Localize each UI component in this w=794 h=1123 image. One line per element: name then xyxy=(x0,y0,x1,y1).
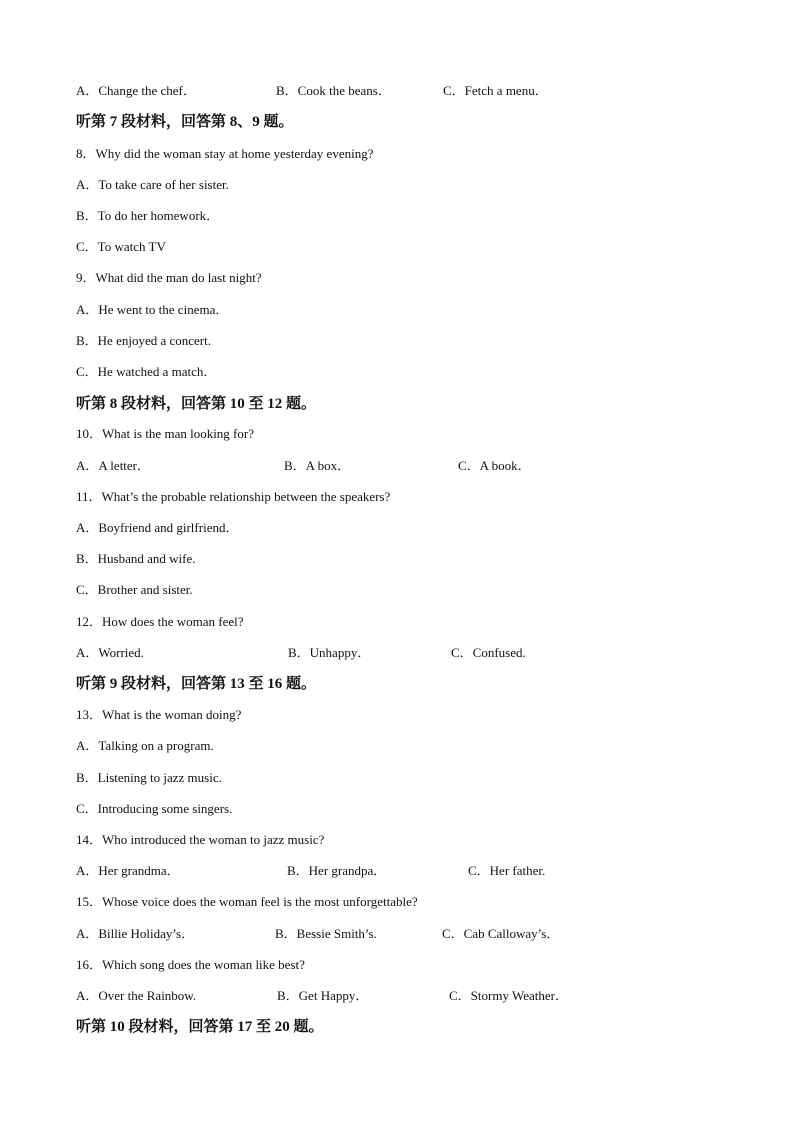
question-line: C．Introducing some singers. xyxy=(76,801,233,816)
question-line: C．Brother and sister. xyxy=(76,582,193,597)
answer-option: C．Her father. xyxy=(468,863,546,878)
question-line: 14．Who introduced the woman to jazz music? xyxy=(76,832,325,847)
question-line: A．Talking on a program. xyxy=(76,738,214,753)
question-line: B．Husband and wife. xyxy=(76,551,196,566)
answer-option: A．Worried. xyxy=(76,645,144,660)
answer-option: C．A book． xyxy=(458,458,531,473)
section-heading: 听第 9 段材料，回答第 13 至 16 题。 xyxy=(76,676,317,692)
answer-option: B．Unhappy． xyxy=(288,645,371,660)
answer-option: C．Fetch a menu． xyxy=(443,83,548,98)
answer-option: A．Her grandma． xyxy=(76,863,180,878)
answer-option: B．Cook the beans． xyxy=(276,83,391,98)
question-line: B．Listening to jazz music. xyxy=(76,770,222,785)
question-line: A．He went to the cinema． xyxy=(76,302,229,317)
question-line: A．To take care of her sister. xyxy=(76,177,229,192)
question-line: 13．What is the woman doing? xyxy=(76,707,242,722)
question-line: A．Boyfriend and girlfriend． xyxy=(76,520,239,535)
answer-option: B．Bessie Smith’s. xyxy=(275,926,377,941)
question-line: 12．How does the woman feel? xyxy=(76,614,244,629)
question-line: 8．Why did the woman stay at home yesterday evening? xyxy=(76,146,374,161)
question-line: B．He enjoyed a concert. xyxy=(76,333,212,348)
answer-option: C．Stormy Weather． xyxy=(449,988,568,1003)
question-line: C．To watch TV xyxy=(76,239,166,254)
section-heading: 听第 10 段材料，回答第 17 至 20 题。 xyxy=(76,1019,324,1035)
answer-option: A．A letter． xyxy=(76,458,151,473)
answer-option: C．Cab Calloway’s． xyxy=(442,926,560,941)
answer-option: B．Her grandpa． xyxy=(287,863,387,878)
question-line: 9．What did the man do last night? xyxy=(76,270,262,285)
section-heading: 听第 8 段材料，回答第 10 至 12 题。 xyxy=(76,396,317,412)
answer-option: A．Billie Holiday’s． xyxy=(76,926,195,941)
question-line: 10．What is the man looking for? xyxy=(76,426,254,441)
answer-option: B．Get Happy． xyxy=(277,988,369,1003)
answer-option: C．Confused. xyxy=(451,645,526,660)
section-heading: 听第 7 段材料，回答第 8、9 题。 xyxy=(76,114,294,130)
question-line: 15．Whose voice does the woman feel is the most unforgettable? xyxy=(76,894,418,909)
answer-option: A．Over the Rainbow. xyxy=(76,988,197,1003)
answer-option: A．Change the chef． xyxy=(76,83,196,98)
question-line: 11．What’s the probable relationship between the speakers? xyxy=(76,489,391,504)
question-line: C．He watched a match． xyxy=(76,364,217,379)
question-line: B．To do her homework． xyxy=(76,208,220,223)
question-line: 16．Which song does the woman like best? xyxy=(76,957,305,972)
answer-option: B．A box． xyxy=(284,458,351,473)
